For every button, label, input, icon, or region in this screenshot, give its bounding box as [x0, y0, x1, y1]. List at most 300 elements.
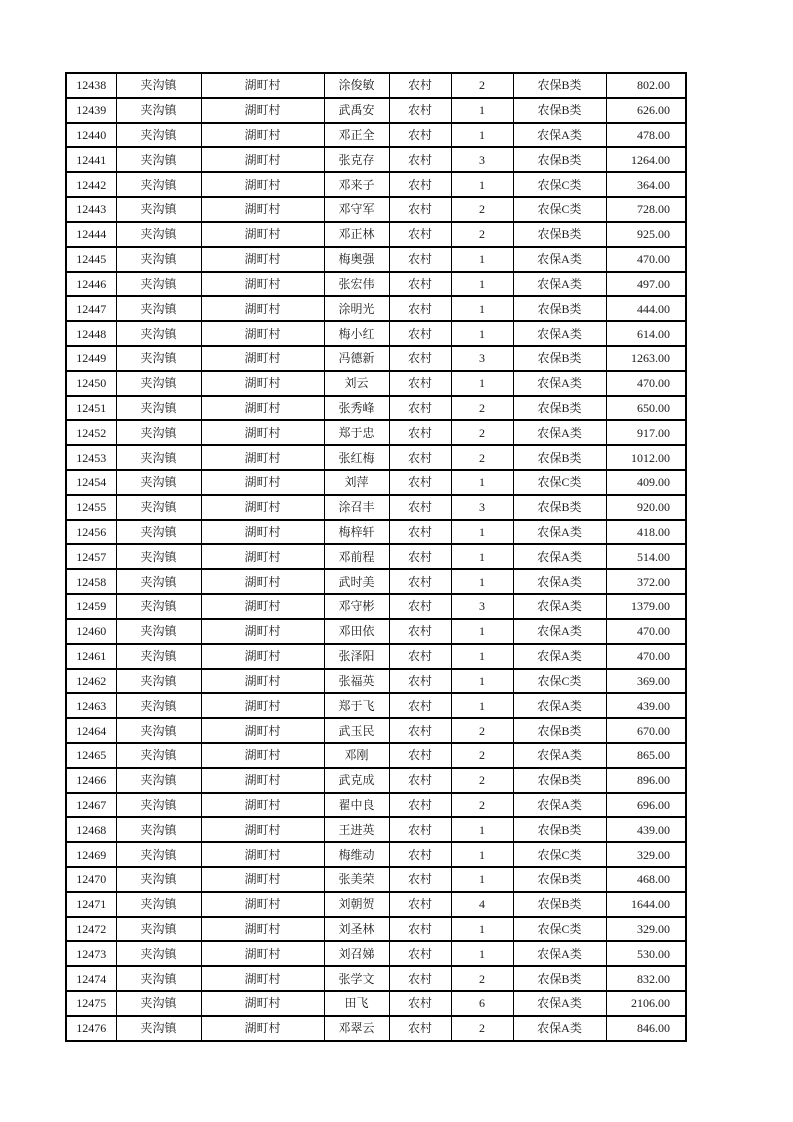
- cell-village: 湖町村: [201, 396, 324, 421]
- cell-name: 刘召娣: [324, 941, 389, 966]
- cell-town: 夹沟镇: [116, 172, 201, 197]
- table-row: [66, 867, 686, 892]
- cell-name: 张学文: [324, 966, 389, 991]
- cell-town: 夹沟镇: [116, 272, 201, 297]
- cell-town: 夹沟镇: [116, 892, 201, 917]
- table-row: [66, 743, 686, 768]
- cell-town: 夹沟镇: [116, 73, 201, 98]
- table-row: [66, 470, 686, 495]
- table-row: [66, 544, 686, 569]
- table-row: [66, 768, 686, 793]
- cell-id: 12446: [66, 272, 116, 297]
- cell-id: 12468: [66, 817, 116, 842]
- cell-town: 夹沟镇: [116, 743, 201, 768]
- cell-id: 12465: [66, 743, 116, 768]
- cell-town: 夹沟镇: [116, 693, 201, 718]
- cell-town: 夹沟镇: [116, 296, 201, 321]
- cell-name: 邓守军: [324, 197, 389, 222]
- cell-name: 郑于忠: [324, 420, 389, 445]
- cell-amount: 1379.00: [606, 594, 686, 619]
- cell-town: 夹沟镇: [116, 718, 201, 743]
- cell-village: 湖町村: [201, 445, 324, 470]
- cell-count: 1: [451, 544, 513, 569]
- cell-village: 湖町村: [201, 842, 324, 867]
- cell-name: 张红梅: [324, 445, 389, 470]
- cell-name: 武克成: [324, 768, 389, 793]
- table-row: [66, 817, 686, 842]
- cell-town: 夹沟镇: [116, 544, 201, 569]
- cell-insurance-type: 农保A类: [513, 520, 606, 545]
- cell-count: 1: [451, 669, 513, 694]
- cell-village: 湖町村: [201, 296, 324, 321]
- table-row: [66, 966, 686, 991]
- cell-amount: 925.00: [606, 222, 686, 247]
- cell-category: 农村: [389, 842, 451, 867]
- cell-category: 农村: [389, 917, 451, 942]
- cell-amount: 439.00: [606, 817, 686, 842]
- cell-count: 3: [451, 346, 513, 371]
- cell-insurance-type: 农保B类: [513, 296, 606, 321]
- cell-id: 12451: [66, 396, 116, 421]
- table-row: [66, 917, 686, 942]
- cell-category: 农村: [389, 1016, 451, 1041]
- cell-insurance-type: 农保C类: [513, 669, 606, 694]
- cell-category: 农村: [389, 718, 451, 743]
- cell-category: 农村: [389, 793, 451, 818]
- cell-village: 湖町村: [201, 917, 324, 942]
- table-row: [66, 247, 686, 272]
- cell-id: 12469: [66, 842, 116, 867]
- table-row: [66, 644, 686, 669]
- cell-category: 农村: [389, 495, 451, 520]
- cell-count: 1: [451, 371, 513, 396]
- cell-amount: 1012.00: [606, 445, 686, 470]
- cell-amount: 329.00: [606, 842, 686, 867]
- cell-id: 12473: [66, 941, 116, 966]
- cell-amount: 696.00: [606, 793, 686, 818]
- cell-village: 湖町村: [201, 321, 324, 346]
- cell-village: 湖町村: [201, 669, 324, 694]
- table-row: [66, 941, 686, 966]
- table-row: [66, 296, 686, 321]
- cell-name: 武玉民: [324, 718, 389, 743]
- cell-town: 夹沟镇: [116, 197, 201, 222]
- cell-category: 农村: [389, 991, 451, 1016]
- cell-name: 刘圣林: [324, 917, 389, 942]
- cell-insurance-type: 农保A类: [513, 247, 606, 272]
- cell-name: 邓前程: [324, 544, 389, 569]
- cell-id: 12460: [66, 619, 116, 644]
- cell-village: 湖町村: [201, 222, 324, 247]
- cell-id: 12464: [66, 718, 116, 743]
- table-row: [66, 445, 686, 470]
- table-row: [66, 892, 686, 917]
- cell-town: 夹沟镇: [116, 321, 201, 346]
- cell-name: 邓田依: [324, 619, 389, 644]
- cell-village: 湖町村: [201, 346, 324, 371]
- cell-category: 农村: [389, 619, 451, 644]
- cell-insurance-type: 农保A类: [513, 991, 606, 1016]
- cell-amount: 626.00: [606, 98, 686, 123]
- benefit-roster-table: [65, 72, 687, 1042]
- cell-category: 农村: [389, 817, 451, 842]
- cell-count: 4: [451, 892, 513, 917]
- cell-town: 夹沟镇: [116, 520, 201, 545]
- cell-amount: 614.00: [606, 321, 686, 346]
- cell-insurance-type: 农保B类: [513, 966, 606, 991]
- cell-village: 湖町村: [201, 197, 324, 222]
- cell-name: 梅维动: [324, 842, 389, 867]
- cell-amount: 832.00: [606, 966, 686, 991]
- table-row: [66, 73, 686, 98]
- cell-count: 1: [451, 569, 513, 594]
- cell-town: 夹沟镇: [116, 594, 201, 619]
- cell-id: 12466: [66, 768, 116, 793]
- cell-village: 湖町村: [201, 98, 324, 123]
- cell-category: 农村: [389, 123, 451, 148]
- cell-category: 农村: [389, 247, 451, 272]
- cell-count: 2: [451, 768, 513, 793]
- cell-id: 12449: [66, 346, 116, 371]
- cell-village: 湖町村: [201, 768, 324, 793]
- cell-village: 湖町村: [201, 743, 324, 768]
- cell-count: 3: [451, 594, 513, 619]
- cell-town: 夹沟镇: [116, 495, 201, 520]
- cell-count: 3: [451, 147, 513, 172]
- cell-category: 农村: [389, 644, 451, 669]
- cell-category: 农村: [389, 296, 451, 321]
- table-row: [66, 98, 686, 123]
- cell-town: 夹沟镇: [116, 147, 201, 172]
- cell-amount: 478.00: [606, 123, 686, 148]
- cell-count: 2: [451, 743, 513, 768]
- table-row: [66, 420, 686, 445]
- cell-insurance-type: 农保B类: [513, 147, 606, 172]
- cell-amount: 329.00: [606, 917, 686, 942]
- cell-village: 湖町村: [201, 644, 324, 669]
- cell-village: 湖町村: [201, 966, 324, 991]
- cell-insurance-type: 农保A类: [513, 321, 606, 346]
- table-row: [66, 793, 686, 818]
- cell-name: 张克存: [324, 147, 389, 172]
- cell-insurance-type: 农保A类: [513, 693, 606, 718]
- cell-town: 夹沟镇: [116, 941, 201, 966]
- cell-insurance-type: 农保B类: [513, 445, 606, 470]
- cell-amount: 470.00: [606, 371, 686, 396]
- cell-amount: 470.00: [606, 619, 686, 644]
- cell-insurance-type: 农保B类: [513, 768, 606, 793]
- cell-category: 农村: [389, 73, 451, 98]
- cell-town: 夹沟镇: [116, 793, 201, 818]
- cell-amount: 497.00: [606, 272, 686, 297]
- cell-id: 12463: [66, 693, 116, 718]
- cell-town: 夹沟镇: [116, 991, 201, 1016]
- cell-amount: 369.00: [606, 669, 686, 694]
- cell-insurance-type: 农保C类: [513, 197, 606, 222]
- cell-id: 12445: [66, 247, 116, 272]
- cell-town: 夹沟镇: [116, 867, 201, 892]
- cell-count: 2: [451, 222, 513, 247]
- cell-village: 湖町村: [201, 520, 324, 545]
- cell-count: 2: [451, 793, 513, 818]
- cell-name: 翟中良: [324, 793, 389, 818]
- cell-category: 农村: [389, 594, 451, 619]
- cell-name: 刘云: [324, 371, 389, 396]
- cell-count: 1: [451, 247, 513, 272]
- cell-category: 农村: [389, 147, 451, 172]
- cell-id: 12461: [66, 644, 116, 669]
- cell-amount: 470.00: [606, 247, 686, 272]
- cell-id: 12457: [66, 544, 116, 569]
- cell-insurance-type: 农保A类: [513, 644, 606, 669]
- cell-village: 湖町村: [201, 371, 324, 396]
- cell-count: 1: [451, 123, 513, 148]
- cell-amount: 1264.00: [606, 147, 686, 172]
- table-row: [66, 669, 686, 694]
- table-row: [66, 991, 686, 1016]
- cell-id: 12456: [66, 520, 116, 545]
- cell-amount: 444.00: [606, 296, 686, 321]
- cell-insurance-type: 农保C类: [513, 470, 606, 495]
- cell-name: 张美荣: [324, 867, 389, 892]
- cell-town: 夹沟镇: [116, 817, 201, 842]
- cell-village: 湖町村: [201, 892, 324, 917]
- cell-name: 张宏伟: [324, 272, 389, 297]
- cell-town: 夹沟镇: [116, 569, 201, 594]
- cell-village: 湖町村: [201, 619, 324, 644]
- cell-insurance-type: 农保C类: [513, 917, 606, 942]
- cell-id: 12454: [66, 470, 116, 495]
- cell-id: 12462: [66, 669, 116, 694]
- cell-amount: 802.00: [606, 73, 686, 98]
- cell-id: 12442: [66, 172, 116, 197]
- cell-town: 夹沟镇: [116, 222, 201, 247]
- table-row: [66, 147, 686, 172]
- cell-town: 夹沟镇: [116, 842, 201, 867]
- cell-count: 2: [451, 73, 513, 98]
- cell-count: 2: [451, 718, 513, 743]
- cell-name: 王进英: [324, 817, 389, 842]
- cell-amount: 530.00: [606, 941, 686, 966]
- cell-amount: 846.00: [606, 1016, 686, 1041]
- cell-amount: 917.00: [606, 420, 686, 445]
- cell-category: 农村: [389, 669, 451, 694]
- cell-category: 农村: [389, 693, 451, 718]
- cell-insurance-type: 农保A类: [513, 544, 606, 569]
- table-row: [66, 718, 686, 743]
- cell-village: 湖町村: [201, 991, 324, 1016]
- cell-category: 农村: [389, 966, 451, 991]
- table-row: [66, 272, 686, 297]
- cell-insurance-type: 农保A类: [513, 793, 606, 818]
- cell-count: 1: [451, 172, 513, 197]
- table-row: [66, 321, 686, 346]
- cell-town: 夹沟镇: [116, 247, 201, 272]
- cell-amount: 364.00: [606, 172, 686, 197]
- table-row: [66, 842, 686, 867]
- cell-category: 农村: [389, 892, 451, 917]
- cell-town: 夹沟镇: [116, 669, 201, 694]
- table-row: [66, 569, 686, 594]
- cell-insurance-type: 农保C类: [513, 842, 606, 867]
- cell-amount: 418.00: [606, 520, 686, 545]
- cell-insurance-type: 农保B类: [513, 892, 606, 917]
- cell-count: 6: [451, 991, 513, 1016]
- cell-name: 郑于飞: [324, 693, 389, 718]
- cell-village: 湖町村: [201, 718, 324, 743]
- cell-amount: 896.00: [606, 768, 686, 793]
- cell-town: 夹沟镇: [116, 917, 201, 942]
- cell-name: 梅梓轩: [324, 520, 389, 545]
- cell-insurance-type: 农保A类: [513, 420, 606, 445]
- cell-name: 张泽阳: [324, 644, 389, 669]
- table-row: [66, 346, 686, 371]
- cell-amount: 439.00: [606, 693, 686, 718]
- cell-town: 夹沟镇: [116, 768, 201, 793]
- cell-town: 夹沟镇: [116, 470, 201, 495]
- cell-name: 邓守彬: [324, 594, 389, 619]
- cell-town: 夹沟镇: [116, 371, 201, 396]
- cell-count: 1: [451, 98, 513, 123]
- cell-name: 涂召丰: [324, 495, 389, 520]
- cell-id: 12470: [66, 867, 116, 892]
- cell-name: 邓正林: [324, 222, 389, 247]
- cell-category: 农村: [389, 743, 451, 768]
- cell-amount: 1263.00: [606, 346, 686, 371]
- cell-amount: 470.00: [606, 644, 686, 669]
- cell-count: 1: [451, 867, 513, 892]
- cell-name: 涂明光: [324, 296, 389, 321]
- cell-name: 武时美: [324, 569, 389, 594]
- cell-category: 农村: [389, 222, 451, 247]
- cell-name: 刘朝贺: [324, 892, 389, 917]
- cell-count: 2: [451, 1016, 513, 1041]
- cell-insurance-type: 农保B类: [513, 867, 606, 892]
- cell-town: 夹沟镇: [116, 420, 201, 445]
- cell-name: 邓正全: [324, 123, 389, 148]
- table-row: [66, 520, 686, 545]
- cell-id: 12455: [66, 495, 116, 520]
- cell-amount: 514.00: [606, 544, 686, 569]
- cell-count: 1: [451, 817, 513, 842]
- cell-insurance-type: 农保B类: [513, 817, 606, 842]
- table-row: [66, 693, 686, 718]
- cell-id: 12439: [66, 98, 116, 123]
- cell-insurance-type: 农保B类: [513, 396, 606, 421]
- cell-id: 12448: [66, 321, 116, 346]
- cell-town: 夹沟镇: [116, 445, 201, 470]
- cell-amount: 2106.00: [606, 991, 686, 1016]
- cell-name: 涂俊敏: [324, 73, 389, 98]
- cell-village: 湖町村: [201, 123, 324, 148]
- cell-town: 夹沟镇: [116, 98, 201, 123]
- cell-village: 湖町村: [201, 172, 324, 197]
- cell-category: 农村: [389, 172, 451, 197]
- cell-village: 湖町村: [201, 569, 324, 594]
- cell-id: 12438: [66, 73, 116, 98]
- cell-count: 1: [451, 296, 513, 321]
- cell-name: 邓翠云: [324, 1016, 389, 1041]
- cell-name: 梅小红: [324, 321, 389, 346]
- table-row: [66, 1016, 686, 1041]
- cell-name: 冯德新: [324, 346, 389, 371]
- cell-category: 农村: [389, 371, 451, 396]
- cell-category: 农村: [389, 98, 451, 123]
- cell-village: 湖町村: [201, 420, 324, 445]
- table-row: [66, 222, 686, 247]
- cell-name: 张秀峰: [324, 396, 389, 421]
- cell-category: 农村: [389, 520, 451, 545]
- cell-category: 农村: [389, 867, 451, 892]
- cell-amount: 865.00: [606, 743, 686, 768]
- cell-count: 1: [451, 272, 513, 297]
- cell-village: 湖町村: [201, 693, 324, 718]
- cell-id: 12459: [66, 594, 116, 619]
- cell-category: 农村: [389, 544, 451, 569]
- cell-village: 湖町村: [201, 73, 324, 98]
- cell-amount: 920.00: [606, 495, 686, 520]
- cell-village: 湖町村: [201, 147, 324, 172]
- cell-count: 1: [451, 644, 513, 669]
- cell-amount: 372.00: [606, 569, 686, 594]
- table-row: [66, 172, 686, 197]
- cell-count: 1: [451, 941, 513, 966]
- cell-count: 3: [451, 495, 513, 520]
- table-row: [66, 619, 686, 644]
- table-row: [66, 495, 686, 520]
- cell-town: 夹沟镇: [116, 123, 201, 148]
- table-row: [66, 123, 686, 148]
- cell-category: 农村: [389, 768, 451, 793]
- cell-name: 梅奥强: [324, 247, 389, 272]
- cell-village: 湖町村: [201, 495, 324, 520]
- cell-id: 12441: [66, 147, 116, 172]
- cell-count: 2: [451, 445, 513, 470]
- cell-id: 12472: [66, 917, 116, 942]
- table-body: [66, 73, 686, 1041]
- cell-town: 夹沟镇: [116, 346, 201, 371]
- table-row: [66, 396, 686, 421]
- cell-name: 邓刚: [324, 743, 389, 768]
- cell-name: 张福英: [324, 669, 389, 694]
- cell-village: 湖町村: [201, 1016, 324, 1041]
- cell-id: 12458: [66, 569, 116, 594]
- cell-category: 农村: [389, 197, 451, 222]
- cell-village: 湖町村: [201, 470, 324, 495]
- cell-category: 农村: [389, 346, 451, 371]
- cell-category: 农村: [389, 445, 451, 470]
- cell-village: 湖町村: [201, 272, 324, 297]
- cell-insurance-type: 农保A类: [513, 743, 606, 768]
- cell-village: 湖町村: [201, 594, 324, 619]
- cell-id: 12440: [66, 123, 116, 148]
- cell-id: 12467: [66, 793, 116, 818]
- cell-village: 湖町村: [201, 793, 324, 818]
- cell-count: 2: [451, 197, 513, 222]
- cell-insurance-type: 农保A类: [513, 272, 606, 297]
- cell-village: 湖町村: [201, 941, 324, 966]
- cell-count: 1: [451, 917, 513, 942]
- cell-amount: 1644.00: [606, 892, 686, 917]
- cell-amount: 409.00: [606, 470, 686, 495]
- cell-town: 夹沟镇: [116, 1016, 201, 1041]
- cell-id: 12443: [66, 197, 116, 222]
- cell-name: 邓来子: [324, 172, 389, 197]
- cell-id: 12476: [66, 1016, 116, 1041]
- cell-insurance-type: 农保B类: [513, 98, 606, 123]
- cell-count: 1: [451, 321, 513, 346]
- cell-id: 12447: [66, 296, 116, 321]
